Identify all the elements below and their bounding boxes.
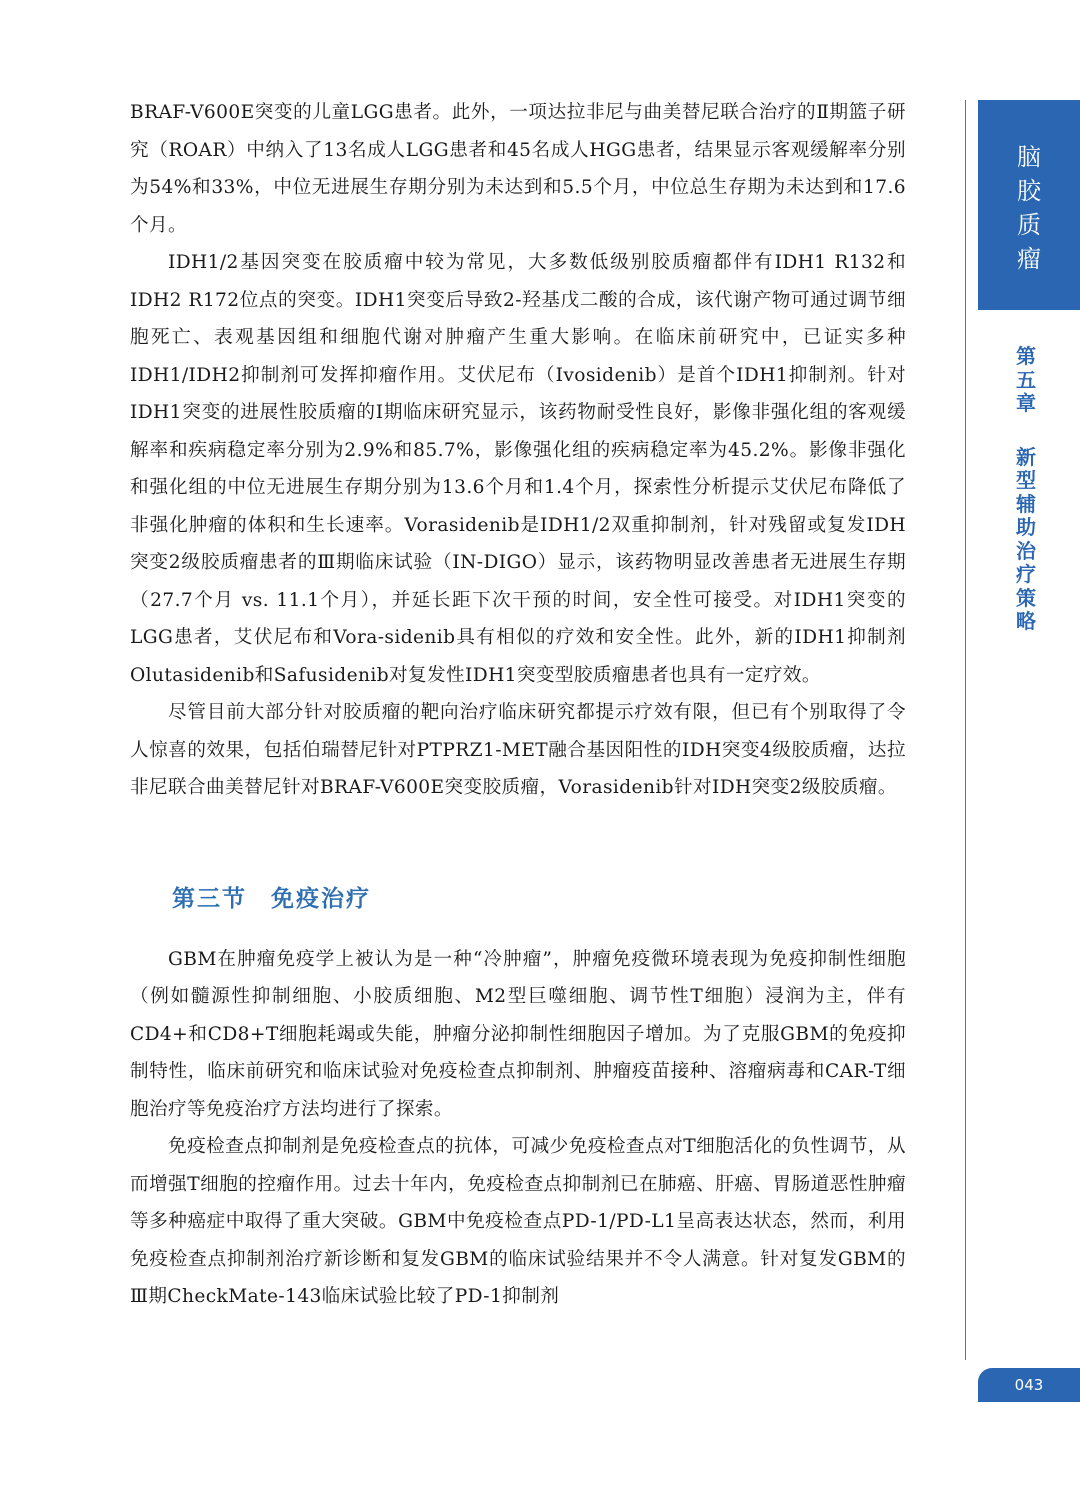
side-tab-char: 胶 [1017,177,1041,205]
margin-rule [965,100,966,1360]
section-title: 免疫治疗 [271,885,371,912]
body-paragraph: IDH1/2基因突变在胶质瘤中较为常见，大多数低级别胶质瘤都伴有IDH1 R132和IDH2 R172位点的突变。IDH1突变后导致2-羟基戊二酸的合成，该代谢产物可通过调节细胞死亡、表观基因组和细胞代谢对肿瘤产生重大影响。在临床前研究中，已证实多种IDH1/IDH2抑制剂可发挥抑瘤作用。艾伏尼布（Ivosidenib）是首个IDH1抑制剂。针对IDH1突变的进展性胶质瘤的Ⅰ期临床研究显示，该药物耐受性良好，影像非强化组的客观缓解率和疾病稳定率分别为2.9%和85.7%，影像强化组的疾病稳定率为45.2%。影像非强化和强化组的中位无进展生存期分别为13.6个月和1.4个月，探索性分析提示艾伏尼布降低了非强化肿瘤的体积和生长速率。Vorasidenib是IDH1/2双重抑制剂，针对残留或复发IDH突变2级胶质瘤患者的Ⅲ期临床试验（IN-DIGO）显示，该药物明显改善患者无进展生存期（27.7个月 vs. 11.1个月），并延长距下次干预的时间，安全性可接受。对IDH1突变的LGG患者，艾伏尼布和Vora-sidenib具有相似的疗效和安全性。此外，新的IDH1抑制剂Olutasidenib和Safusidenib对复发性IDH1突变型胶质瘤患者也具有一定疗效。 [130,252,906,686]
body-paragraph: 免疫检查点抑制剂是免疫检查点的抗体，可减少免疫检查点对T细胞活化的负性调节，从而增强T细胞的控瘤作用。过去十年内，免疫检查点抑制剂已在肺癌、肝癌、胃肠道恶性肿瘤等多种癌症中取得了重大突破。GBM中免疫检查点PD-1/PD-L1呈高表达状态，然而，利用免疫检查点抑制剂治疗新诊断和复发GBM的临床试验结果并不令人满意。针对复发GBM的Ⅲ期CheckMate-143临床试验比较了PD-1抑制剂 [130,1136,906,1307]
chapter-title-char: 策 [1016,585,1036,610]
page-body [130,94,906,1316]
body-paragraph: GBM在肿瘤免疫学上被认为是一种“冷肿瘤”，肿瘤免疫微环境表现为免疫抑制性细胞（例如髓源性抑制细胞、小胶质细胞、M2型巨噬细胞、调节性T细胞）浸润为主，伴有CD4+和CD8+T细胞耗竭或失能，肿瘤分泌抑制性细胞因子增加。为了克服GBM的免疫抑制特性，临床前研究和临床试验对免疫检查点抑制剂、肿瘤疫苗接种、溶瘤病毒和CAR-T细胞治疗等免疫治疗方法均进行了探索。 [130,948,906,1120]
chapter-title-char: 略 [1016,609,1036,633]
chapter-label [1006,345,1046,634]
page-number-tab [978,1368,1080,1402]
chapter-title-char: 治 [1016,538,1036,563]
side-tab-char: 质 [1017,211,1041,239]
side-tab-char: 脑 [1017,143,1041,171]
chapter-char: 第 [1016,344,1036,368]
section-side-tab [978,100,1080,310]
section-heading [172,879,906,919]
chapter-title-char: 辅 [1016,491,1036,516]
chapter-title-char: 新 [1016,444,1036,469]
chapter-title-char: 疗 [1016,562,1036,586]
chapter-char: 五 [1016,367,1036,392]
chapter-title-char: 型 [1016,468,1036,492]
page-number: 043 [1014,1376,1044,1394]
body-paragraph: BRAF-V600E突变的儿童LGG患者。此外，一项达拉非尼与曲美替尼联合治疗的Ⅱ期篮子研究（ROAR）中纳入了13名成人LGG患者和45名成人HGG患者，结果显示客观缓解率分别为54%和33%，中位无进展生存期分别为未达到和5.5个月，中位总生存期为未达到和17.6个月。 [130,102,906,236]
body-paragraph: 尽管目前大部分针对胶质瘤的靶向治疗临床研究都提示疗效有限，但已有个别取得了令人惊喜的效果，包括伯瑞替尼针对PTPRZ1-MET融合基因阳性的IDH突变4级胶质瘤，达拉非尼联合曲美替尼针对BRAF-V600E突变胶质瘤，Vorasidenib针对IDH突变2级胶质瘤。 [130,702,906,798]
chapter-title-char: 助 [1016,515,1036,539]
section-number: 第三节 [172,885,247,912]
chapter-char: 章 [1016,391,1036,415]
side-tab-char: 瘤 [1017,245,1041,273]
